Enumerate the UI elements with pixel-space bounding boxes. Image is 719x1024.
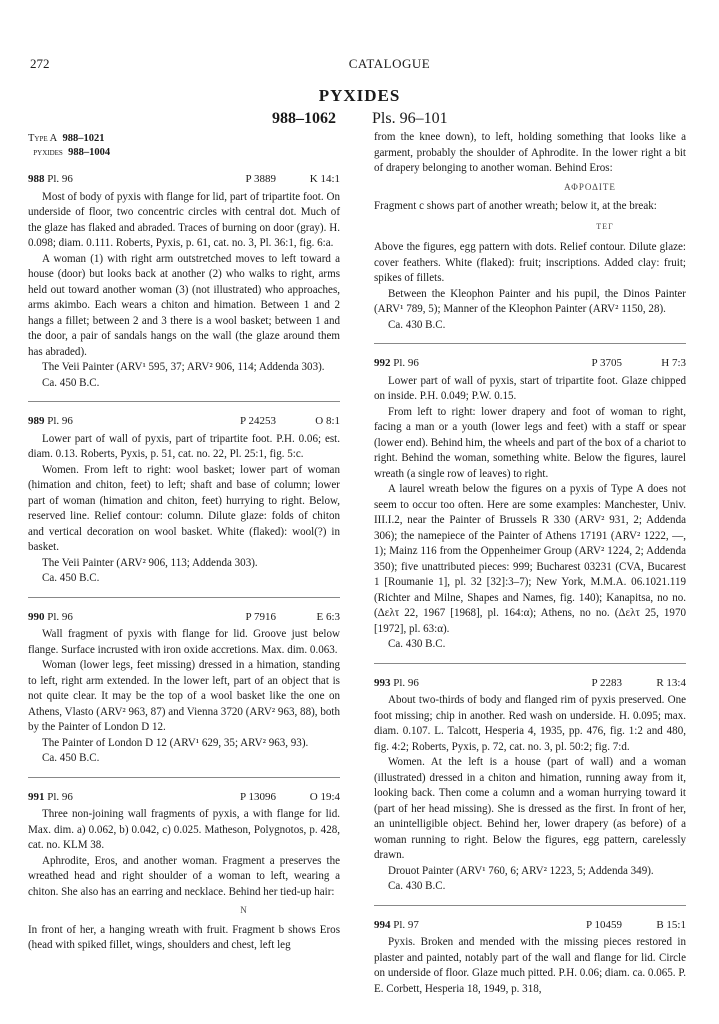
entry-paragraph: A woman (1) with right arm outstretched moves to left toward a house (door) but looks back at another (2) who walks to right, arms held out toward another woman (3) (not illustrated) who approaches, arms akimbo. Each wears a chiton and himation. Between 1 and 2 hangs a fillet; between 2 and 3 there is a wool basket; between 1 and the door, a pair of sandals hangs on the wall (the glaze around them has abraded). (28, 252, 340, 358)
grid-reference: E 6:3 (316, 610, 340, 623)
entry-number: 991 (28, 790, 45, 803)
section-title: PYXIDES (318, 86, 401, 105)
date: Ca. 430 B.C. (388, 880, 446, 892)
entry-heading (374, 356, 686, 372)
plate-ref: Pl. 97 (393, 918, 419, 931)
divider (28, 597, 340, 598)
attribution: The Veii Painter (ARV² 906, 113; Addenda 303). (42, 556, 258, 569)
subtype-line (28, 146, 340, 160)
grid-reference: R 13:4 (656, 676, 686, 689)
entry-number: 989 (28, 415, 45, 427)
plate-ref: Pl. 96 (47, 610, 73, 623)
inscription: ΤΕΓ (596, 221, 614, 231)
entry-paragraph: Woman (lower legs, feet missing) dressed in a himation, standing to left, right arm extended. In the lower left, part of an object that is not quite clear. It may be the top of a wool basket like the one on Athens, Vlasto (ARV² 963, 87) and Vienna 3720 (ARV² 963, 88), both by the Painter of London D 12. (28, 659, 340, 733)
entry-paragraph: From left to right: lower drapery and foot of woman to right, facing a man or a youth (lower legs and feet) with a staff or spear (lower end). Behind him, the wheels and part of the box of a chariot to right. Behind the woman, something white. Below the figures, laurel wreath (a single row of leaves) to right. (374, 405, 686, 480)
plate-ref: Pl. 96 (47, 415, 73, 427)
grid-reference: K 14:1 (309, 173, 340, 185)
entry-paragraph: Pyxis. Broken and mended with the missing pieces restored in plaster and painted, notably part of the wall and flange for lid. Circle on underside of floor. Glaze much pitted. P.H. 0.06; diam. ca. 0.065. P. E. Corbett, Hesperia 18, 1949, p. 318, (374, 936, 686, 995)
entry-paragraph: Most of body of pyxis with flange for lid, part of tripartite foot. On underside of floor, two concentric circles with central dot. Much of the glaze has flaked and abraded. Traces of burning on door (gray). H. 0.098; diam. 0.111. Roberts, Pyxis, p. 61, cat. no. 3, Pl. 36:1, fig. 6:a. (28, 190, 340, 249)
plate-ref: Pl. 96 (393, 676, 419, 689)
attribution: Drouot Painter (ARV¹ 760, 6; ARV² 1223, 5; Addenda 349). (388, 864, 654, 877)
entry-paragraph: Women. At the left is a house (part of wall) and a woman (illustrated) dressed in a chiton and himation, running away from it, looking back. Then come a column and a woman hurrying toward it (part of her head missing). She is dressed as the first. In front of her, an unintelligible object. Behind her, lower drapery (as before) of a woman running to right. Below the figures, egg pattern, carelessly drawn. (374, 756, 686, 861)
entry-paragraph: Lower part of wall of pyxis, part of tripartite foot. P.H. 0.06; est. diam. 0.13. Roberts, Pyxis, p. 51, cat. no. 22, Pl. 25:1, fig. 5:c. (28, 432, 340, 460)
divider (374, 905, 686, 906)
inventory-number: P 13096 (240, 790, 276, 803)
left-column (28, 132, 340, 954)
inventory-number: P 2283 (591, 676, 622, 689)
date: Ca. 450 B.C. (42, 376, 100, 389)
running-head-text: CATALOGUE (348, 56, 431, 71)
entry-heading (28, 172, 340, 188)
subtype-range: 988–1004 (68, 147, 111, 158)
entry-paragraph: from the knee down), to left, holding something that looks like a garment, probably the shoulder of Aphrodite. In the lower right a bit of drapery belonging to another woman. Behind Eros: (374, 131, 686, 174)
entry-heading (374, 676, 686, 692)
entry-paragraph: Above the figures, egg pattern with dots. Relief contour. Dilute glaze: cover feathers. White (flaked): fruit; inscriptions. Added clay: fruit; spikes of fillets. (374, 241, 686, 284)
type-line (28, 132, 340, 146)
subtype-label: pyxides (33, 147, 63, 158)
date: Ca. 450 B.C. (42, 752, 100, 764)
entry-paragraph: A laurel wreath below the figures on a pyxis of Type A does not seem to occur too often. Here are some examples: Manchester, Univ. III.I.2, near the Painter of Brussels R 330 (ARV² 931, 2; Addenda 306); the namepiece of the Painter of Athens 17191 (ARV² 1222, —, 1); Mainz 116 from the Oppenheimer Group (ARV² 1224, 2; Addenda 350); five unattributed pieces: 999; Bucharest 03231 (CVA, Bucarest 1 [Roumanie 1], pl. 32 [32]:3–7); New York, M.M.A. 06.1021.119 (Richter and Milne, Shapes and Names, fig. 140); Kanapitsa, no no. (Δελτ 22, 1967 [1968], pl. 164:α); Athens, no no. (Δελτ 25, 1970 [1972], pl. 63:α). (374, 483, 686, 635)
type-label: Type A (28, 133, 58, 144)
type-range: 988–1021 (62, 133, 105, 144)
attribution: The Painter of London D 12 (ARV¹ 629, 35; ARV² 963, 93). (42, 736, 309, 749)
divider (28, 777, 340, 778)
inventory-number: P 3705 (591, 357, 622, 369)
plate-ref: Pl. 96 (47, 790, 73, 803)
entry-paragraph: Fragment c shows part of another wreath; below it, at the break: (374, 200, 657, 212)
entry-paragraph: Aphrodite, Eros, and another woman. Fragment a preserves the wreathed head and right shoulder of a woman to left, wearing a chiton. She also has an earring and necklace. Behind her tied-up hair: (28, 854, 340, 898)
entry-number: 990 (28, 610, 45, 623)
inscription: ΑΦΡΟΔΙΤΕ (564, 181, 616, 192)
plate-ref: Pl. 96 (47, 173, 73, 185)
date: Ca. 430 B.C. (388, 638, 446, 650)
divider (374, 663, 686, 664)
entry-paragraph: About two-thirds of body and flanged rim of pyxis preserved. One foot missing; chip in another. Red wash on underside. H. 0.095; max. diam. 0.107. L. Talcott, Hesperia 4, 1935, pp. 476, fig. 1:2 and 480, fig. 4:2; Roberts, Pyxis, p. 72, cat. no. 3, pl. 50:2; fig. 7:d. (374, 694, 686, 753)
entry-number: 994 (374, 918, 391, 931)
inventory-number: P 3889 (245, 173, 276, 185)
entry-number: 988 (28, 173, 45, 185)
right-column (374, 130, 686, 997)
grid-reference: O 19:4 (309, 790, 340, 803)
attribution: Between the Kleophon Painter and his pupil, the Dinos Painter (ARV¹ 789, 5); Manner of the Kleophon Painter (ARV² 1150, 28). (374, 287, 686, 315)
catalogue-range: 988–1062 (272, 110, 336, 127)
plate-ref: Pl. 96 (393, 357, 419, 369)
grid-reference: H 7:3 (661, 357, 686, 369)
entry-heading (28, 414, 340, 430)
date: Ca. 450 B.C. (42, 572, 100, 584)
running-head (0, 56, 719, 72)
inventory-number: P 24253 (240, 415, 276, 427)
divider (28, 401, 340, 402)
entry-number: 992 (374, 357, 391, 369)
page-number: 272 (30, 56, 50, 71)
entry-heading (28, 610, 340, 626)
inventory-number: P 10459 (586, 918, 622, 931)
entry-paragraph: Women. From left to right: wool basket; lower part of woman (himation and chiton, feet) to left; shaft and base of column; lower part of woman (himation and chiton, feet) hurrying to right. Below, reserved line. Relief contour: column. Dilute glaze: folds of chiton and vertical decoration on wool basket. White (flaked): wool(?) in basket. (28, 463, 340, 553)
entry-paragraph: Wall fragment of pyxis with flange for lid. Groove just below flange. Surface incrusted with iron oxide accretions. Max. dim. 0.063. (28, 628, 340, 656)
entry-paragraph: Lower part of wall of pyxis, start of tripartite foot. Glaze chipped on inside. P.H. 0.049; P.W. 0.15. (374, 374, 686, 402)
plates-range: Pls. 96–101 (372, 110, 448, 127)
divider (374, 343, 686, 344)
attribution: The Veii Painter (ARV¹ 595, 37; ARV² 906, 114; Addenda 303). (42, 361, 325, 373)
grid-reference: B 15:1 (656, 918, 686, 931)
entry-number: 993 (374, 676, 391, 689)
entry-paragraph: Three non-joining wall fragments of pyxis, a with flange for lid. Max. dim. a) 0.062, b) 0.042, c) 0.025. Matheson, Polygnotos, p. 428, cat. no. KLM 38. (28, 808, 340, 851)
entry-paragraph: In front of her, a hanging wreath with fruit. Fragment b shows Eros (head with spiked fillet, wings, shoulders and chest, left leg (28, 923, 340, 951)
date: Ca. 430 B.C. (388, 318, 446, 331)
entry-heading (28, 790, 340, 806)
entry-heading (374, 918, 686, 934)
grid-reference: O 8:1 (315, 415, 340, 427)
inscription: N (240, 905, 248, 915)
inventory-number: P 7916 (245, 610, 276, 623)
